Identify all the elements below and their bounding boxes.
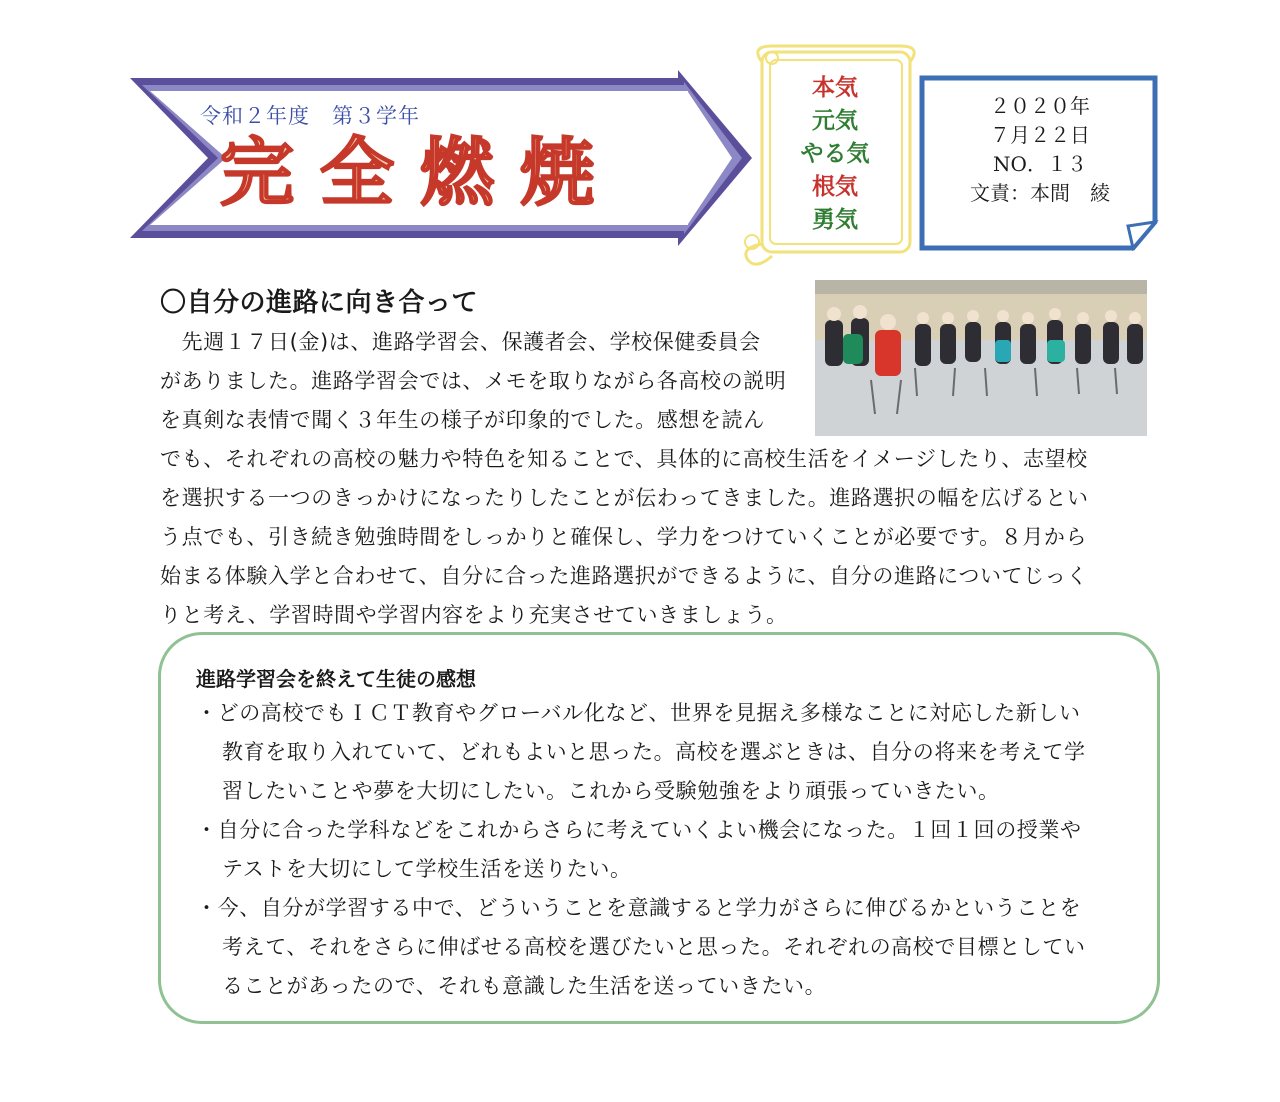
impression-line: テストを大切にして学校生活を送りたい。 [222,857,632,881]
motto-item: 本気 [812,75,858,101]
article-line: 始まる体験入学と合わせて、自分に合った進路選択ができるように、自分の進路についてじっく [160,564,1088,588]
impressions-heading: 進路学習会を終えて生徒の感想 [196,667,476,691]
article-line: う点でも、引き続き勉強時間をしっかりと確保し、学力をつけていくことが必要です。８月から [160,525,1088,549]
article-line: りと考え、学習時間や学習内容をより充実させていきましょう。 [160,603,788,627]
motto-item: 根気 [812,174,858,200]
article-line: でも、それぞれの高校の魅力や特色を知ることで、具体的に高校生活をイメージしたり、志望校 [160,447,1088,471]
impression-line: ることがあったので、それも意識した生活を送っていきたい。 [222,974,827,998]
motto-list [790,72,880,237]
event-photo [815,280,1147,436]
impression-line: ・今、自分が学習する中で、どういうことを意識すると学力がさらに伸びるかということを [196,896,1082,920]
impression-line: 教育を取り入れていて、どれもよいと思った。高校を選ぶときは、自分の将来を考えて学 [222,740,1086,764]
article-line: を真剣な表情で聞く３年生の様子が印象的でした。感想を読ん [160,408,765,432]
article-line: がありました。進路学習会では、メモを取りながら各高校の説明 [160,369,787,393]
issue-year: ２０２０年 [990,94,1090,118]
date-box [955,92,1125,208]
newsletter-title: 完全燃焼 [220,130,620,216]
impression-line: ・どの高校でもＩＣＴ教育やグローバル化など、世界を見据え多様なことに対応した新しい [196,701,1081,725]
issue-date: ７月２２日 [990,123,1090,147]
impression-line: 考えて、それをさらに伸ばせる高校を選びたいと思った。それぞれの高校で目標としてい [222,935,1086,959]
motto-item: 元気 [812,108,858,134]
issue-number: NO．１３ [993,152,1087,176]
motto-item: 勇気 [812,207,858,233]
author-credit: 文責：本間 綾 [970,181,1110,205]
article-line: を選択する一つのきっかけになったりしたことが伝わってきました。進路選択の幅を広げるとい [160,486,1089,510]
motto-item: やる気 [800,141,870,167]
header-subtitle: 令和２年度 第３学年 [200,104,420,128]
article-line: 先週１７日(金)は、進路学習会、保護者会、学校保健委員会 [160,330,761,354]
impression-line: ・自分に合った学科などをこれからさらに考えていくよい機会になった。１回１回の授業や [196,818,1082,842]
impression-line: 習したいことや夢を大切にしたい。これから受験勉強をより頑張っていきたい。 [222,779,1000,803]
article-heading: 〇自分の進路に向き合って [160,288,479,318]
